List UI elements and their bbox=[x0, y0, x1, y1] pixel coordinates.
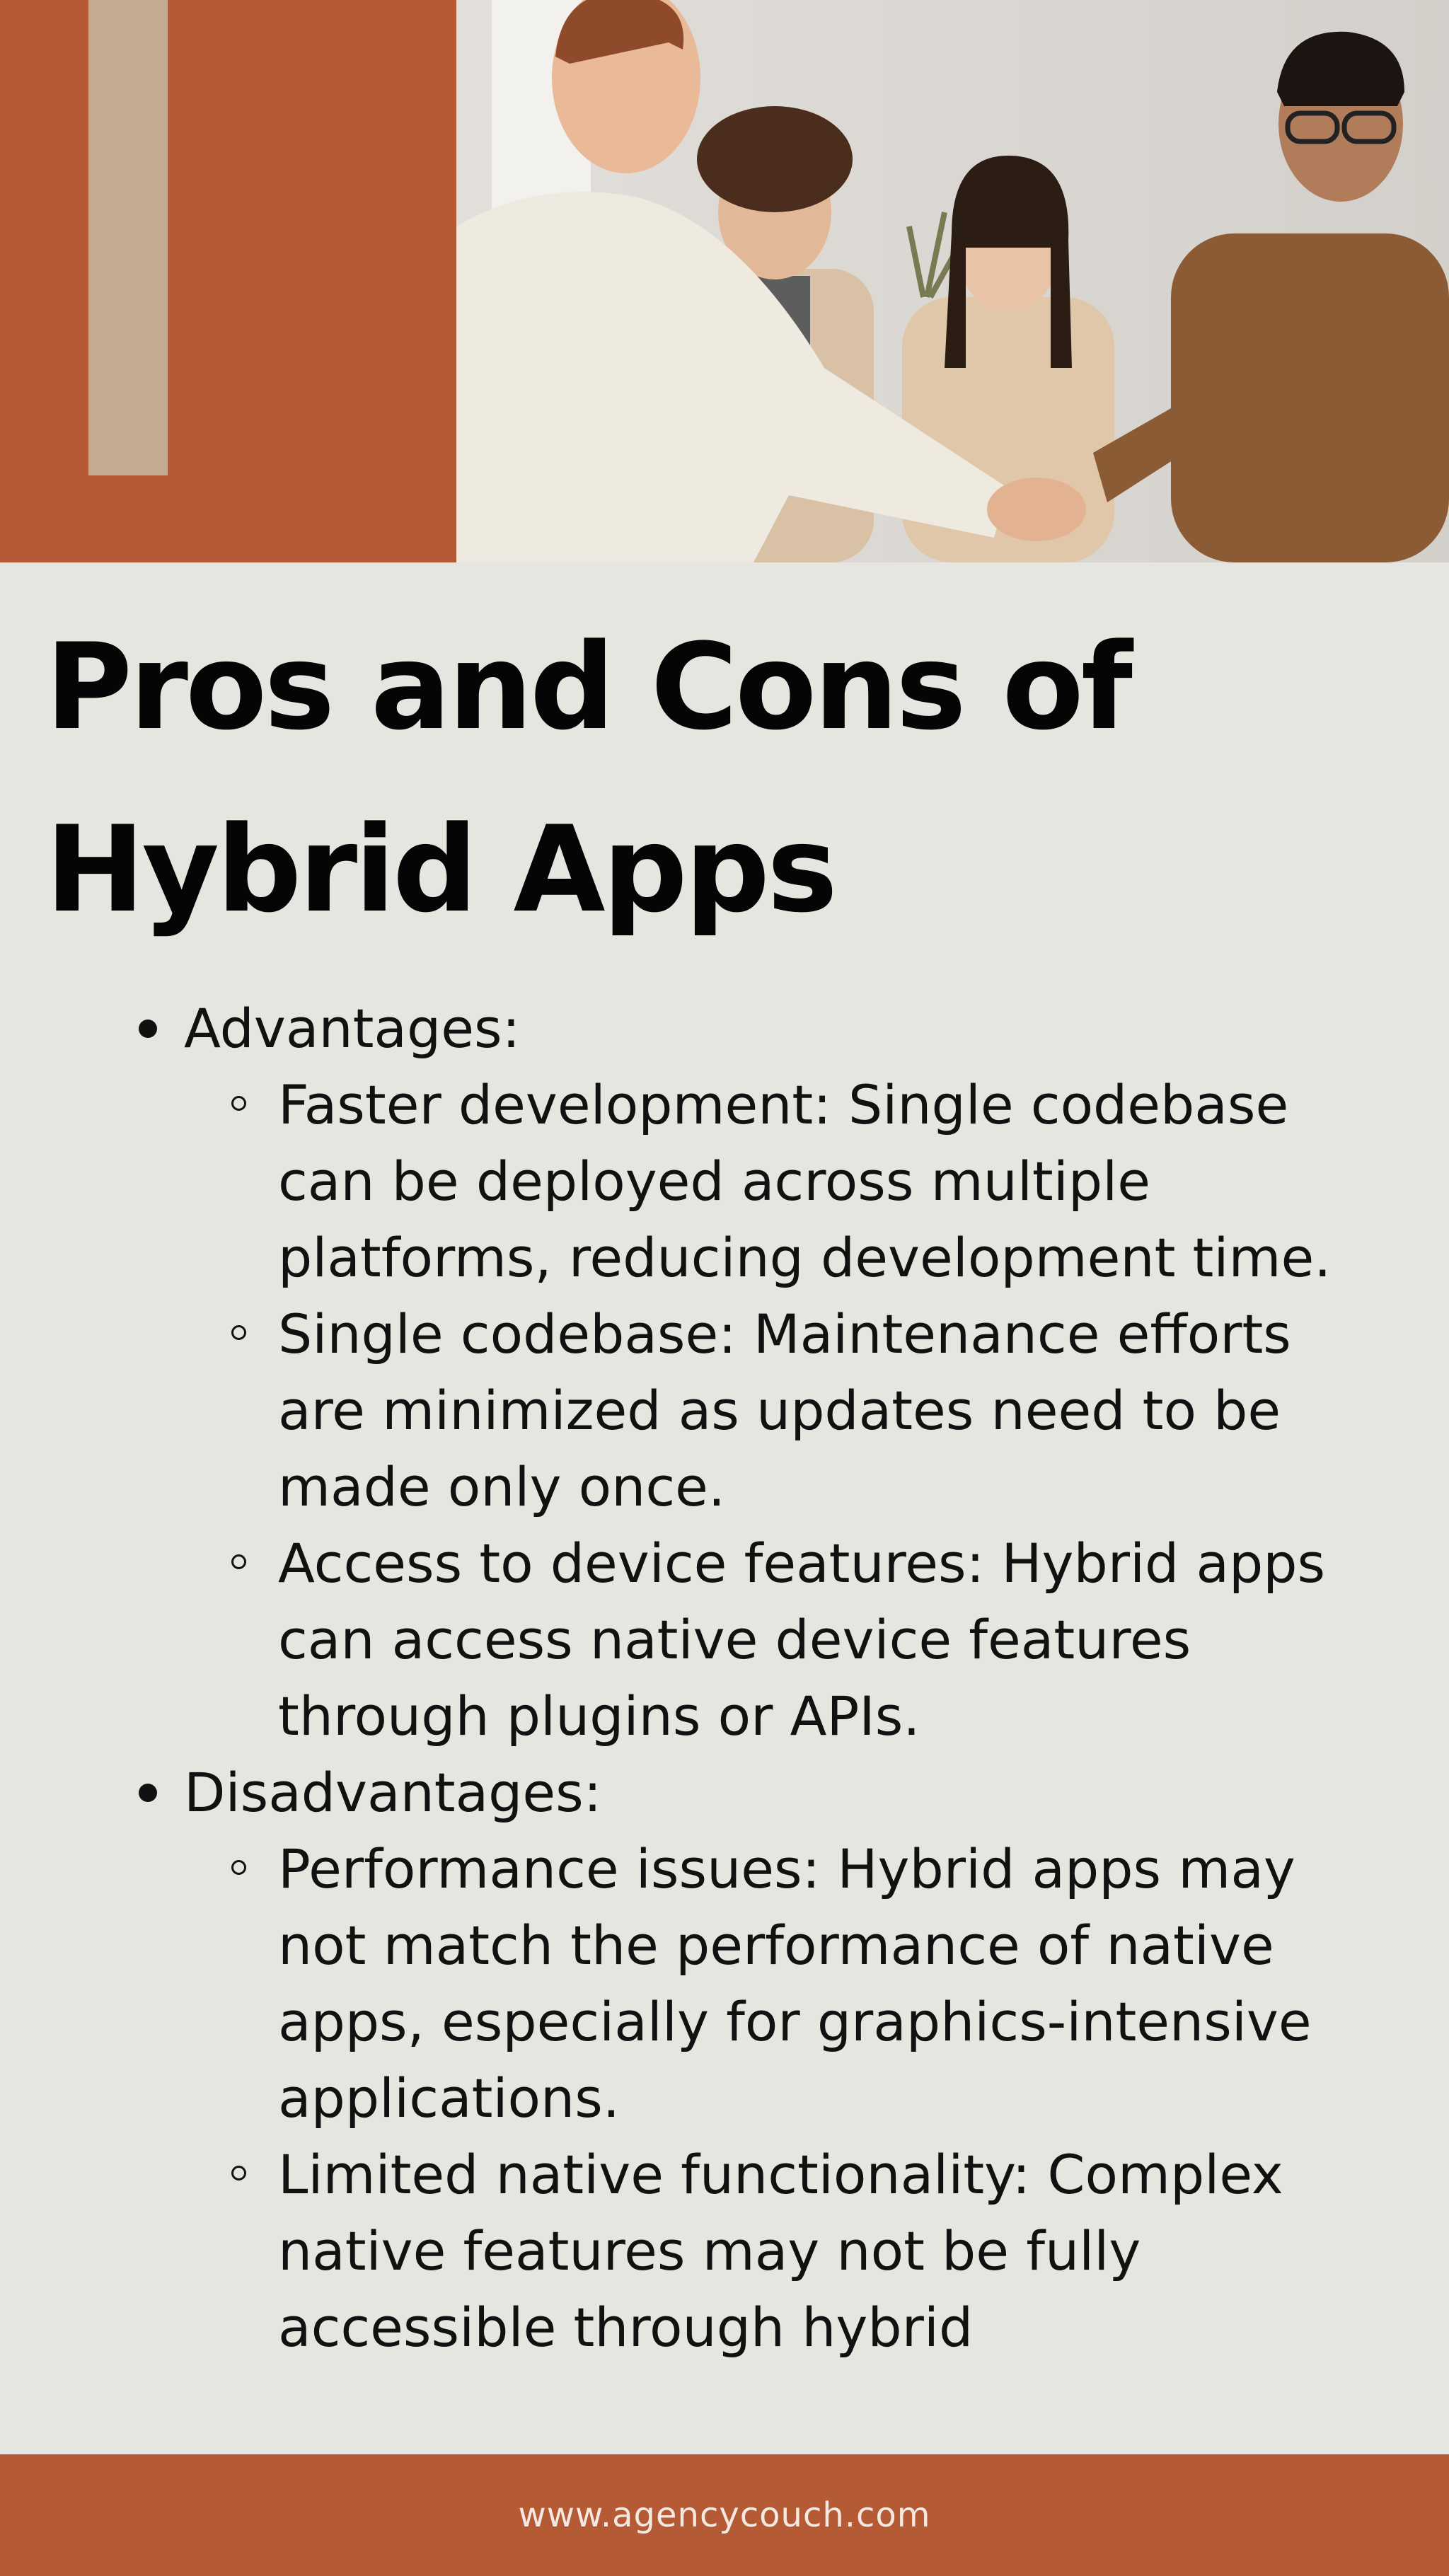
footer-bar bbox=[0, 2454, 1449, 2576]
section-advantages bbox=[0, 990, 1449, 1755]
header-banner bbox=[0, 0, 1449, 562]
list-item bbox=[184, 1525, 1353, 1755]
section-label: Advantages: bbox=[184, 997, 521, 1060]
list-item-text: Faster development: Single codebase can be deployed across multiple platforms, reducing development time. bbox=[278, 1073, 1332, 1289]
section-disadvantages bbox=[0, 1755, 1449, 2366]
circle-bullet-icon bbox=[231, 1325, 246, 1340]
bullet-icon bbox=[139, 1020, 157, 1038]
circle-bullet-icon bbox=[231, 1096, 246, 1111]
list-item-text: Performance issues: Hybrid apps may not match the performance of native apps, especially for graphics-intensive applications. bbox=[278, 1837, 1312, 2130]
circle-bullet-icon bbox=[231, 2166, 246, 2181]
list-item bbox=[184, 2137, 1353, 2366]
decorative-stripe bbox=[88, 0, 168, 475]
bullet-icon bbox=[139, 1784, 157, 1802]
circle-bullet-icon bbox=[231, 1860, 246, 1875]
page-title: Pros and Cons of Hybrid Apps bbox=[45, 618, 1130, 939]
list-item-text: Limited native functionality: Complex native features may not be fully accessible through hybrid bbox=[278, 2143, 1283, 2359]
list-item bbox=[184, 1296, 1353, 1525]
circle-bullet-icon bbox=[231, 1554, 246, 1569]
pros-cons-list bbox=[0, 990, 1449, 2366]
list-item-text: Single codebase: Maintenance efforts are minimized as updates need to be made only once. bbox=[278, 1303, 1291, 1518]
section-label: Disadvantages: bbox=[184, 1761, 602, 1824]
header-color-block bbox=[0, 0, 456, 562]
list-item-text: Access to device features: Hybrid apps can access native device features through plugins or APIs. bbox=[278, 1532, 1326, 1748]
list-item bbox=[184, 1067, 1353, 1296]
list-item bbox=[184, 1831, 1353, 2137]
team-handshake-photo bbox=[456, 0, 1449, 562]
footer-url-link[interactable]: www.agencycouch.com bbox=[518, 2495, 931, 2535]
photo-illustration bbox=[456, 0, 1449, 562]
